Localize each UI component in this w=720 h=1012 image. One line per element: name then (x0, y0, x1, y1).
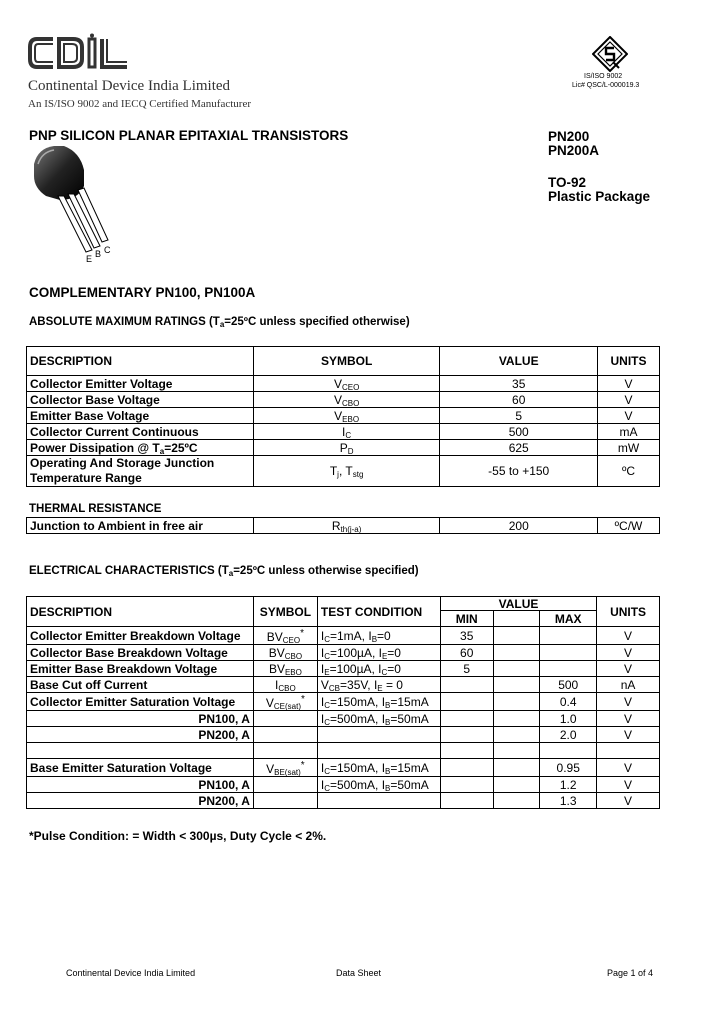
tc-b-val: =0 (377, 628, 391, 643)
symbol-b-sub: stg (352, 470, 364, 479)
spacer-cell (253, 743, 317, 759)
row-units: mA (598, 424, 660, 440)
tc-b-val: =50mA (390, 777, 429, 792)
col-min: MIN (440, 611, 493, 627)
row-description: Emitter Base Voltage (27, 408, 254, 424)
row-description: Collector Current Continuous (27, 424, 254, 440)
tc-a-val: =500mA, I (330, 711, 386, 726)
row-symbol (253, 408, 440, 424)
symbol-sub: C (345, 430, 352, 440)
row-max: 2.0 (540, 727, 597, 743)
symbol-main: BV (266, 630, 283, 644)
tc-a-sub: E (324, 667, 330, 677)
row-description: Collector Base Breakdown Voltage (27, 645, 254, 661)
tc-a-val: =100µA, I (330, 645, 382, 660)
row-symbol (253, 456, 440, 487)
abs-max-heading-sub: a (219, 320, 225, 329)
symbol-star: * (300, 760, 305, 771)
tc-b-val: =15mA (390, 760, 429, 775)
col-max: MAX (540, 611, 597, 627)
tc-a-sub: C (324, 783, 330, 793)
tc-a-val: =100µA, I (329, 661, 382, 676)
tc-b-sub: E (381, 651, 388, 661)
row-typ (493, 627, 540, 645)
row-description: PN200, A (27, 793, 254, 809)
symbol-sub: CBO (284, 651, 303, 661)
row-min (440, 727, 493, 743)
symbol-sub: CBO (278, 683, 296, 693)
row-typ (493, 777, 540, 793)
pulse-condition-note: *Pulse Condition: = Width < 300µs, Duty Cycle < 2%. (29, 829, 327, 843)
row-symbol (253, 777, 317, 793)
row-description: Collector Base Voltage (27, 392, 254, 408)
row-description: Collector Emitter Saturation Voltage (27, 693, 254, 711)
col-typ-blank (493, 611, 540, 627)
table-row (27, 759, 660, 777)
tc-a: I (320, 777, 325, 792)
row-description: Junction to Ambient in free air (27, 518, 254, 534)
row-min: 60 (440, 645, 493, 661)
symbol-main: I (275, 677, 279, 692)
symbol-main: R (331, 518, 341, 533)
row-symbol (253, 711, 317, 727)
part-number-1: PN200 (548, 129, 590, 144)
table-row (27, 677, 660, 693)
tc-a-sub: C (324, 700, 330, 710)
row-units: V (597, 727, 660, 743)
pin-label-c: C (104, 245, 111, 255)
row-symbol (253, 645, 317, 661)
row-description (27, 456, 254, 487)
abs-max-heading-post: =25ºC unless specified otherwise) (224, 316, 410, 328)
abs-max-table (26, 346, 660, 487)
col-units: UNITS (598, 347, 660, 376)
footer-company: Continental Device India Limited (66, 968, 196, 978)
row-typ (493, 661, 540, 677)
tc-a-sub: C (324, 651, 330, 661)
row-symbol (253, 627, 317, 645)
desc-main: Power Dissipation @ T (30, 440, 160, 455)
tc-a-val: =35V, I (340, 677, 378, 692)
table-row (27, 376, 660, 392)
row-description: Emitter Base Breakdown Voltage (27, 661, 254, 677)
row-symbol (253, 759, 317, 777)
row-max: 1.0 (540, 711, 597, 727)
row-units: V (597, 777, 660, 793)
symbol-sub: CBO (341, 398, 360, 408)
row-typ (493, 711, 540, 727)
tc-a: I (320, 661, 325, 676)
row-min (440, 777, 493, 793)
symbol-main: V (333, 376, 342, 391)
row-test-condition (317, 677, 440, 693)
row-typ (493, 677, 540, 693)
electrical-heading (29, 565, 419, 577)
tc-b-val: =15mA (390, 694, 429, 709)
row-typ (493, 693, 540, 711)
row-min: 35 (440, 627, 493, 645)
row-symbol (253, 677, 317, 693)
row-value: -55 to +150 (440, 456, 598, 487)
tc-b-sub: E (377, 683, 383, 693)
tc-a-sub: C (324, 634, 330, 644)
thermal-table (26, 517, 660, 534)
row-max: 500 (540, 677, 597, 693)
row-description: Base Cut off Current (27, 677, 254, 693)
row-symbol (253, 693, 317, 711)
symbol-main: BV (268, 661, 285, 676)
cdil-logo-graphic (27, 33, 133, 73)
cert-line-2: Lic# QSC/L-000019.3 (572, 82, 640, 89)
symbol-main: V (266, 762, 275, 776)
row-symbol (253, 727, 317, 743)
col-value: VALUE (440, 347, 598, 376)
tc-a: V (320, 677, 329, 692)
row-units: V (597, 645, 660, 661)
table-row (27, 645, 660, 661)
row-symbol (253, 424, 440, 440)
row-max: 1.2 (540, 777, 597, 793)
row-symbol (253, 376, 440, 392)
row-description (27, 440, 254, 456)
row-units: V (597, 627, 660, 645)
symbol-main: BV (268, 645, 285, 660)
symbol-sub: D (347, 446, 354, 456)
table-row (27, 777, 660, 793)
electrical-heading-pre: ELECTRICAL CHARACTERISTICS (T (29, 565, 229, 577)
row-typ (493, 759, 540, 777)
footer-doc-type: Data Sheet (336, 968, 382, 978)
symbol-main: V (265, 696, 274, 710)
desc-line-2: Temperature Range (30, 471, 142, 485)
part-number-2: PN200A (548, 143, 600, 158)
symbol-main: P (339, 440, 348, 455)
row-description: Collector Emitter Breakdown Voltage (27, 627, 254, 645)
row-test-condition (317, 693, 440, 711)
row-value: 200 (440, 518, 598, 534)
row-symbol (253, 440, 440, 456)
cdil-logo (27, 33, 133, 78)
tc-a: I (320, 628, 325, 643)
row-test-condition (317, 661, 440, 677)
row-units: V (597, 693, 660, 711)
table-row (27, 456, 660, 487)
abs-max-header-row (27, 347, 660, 376)
tc-a-sub: CB (328, 683, 341, 693)
col-symbol: SYMBOL (253, 347, 440, 376)
row-test-condition (317, 645, 440, 661)
row-symbol (253, 661, 317, 677)
symbol-sub: CEO (341, 382, 360, 392)
electrical-heading-post: =25ºC unless otherwise specified) (233, 565, 419, 577)
desc-post: =25ºC (164, 440, 198, 455)
tc-b-sub: B (371, 634, 378, 644)
col-symbol: SYMBOL (253, 597, 317, 627)
spacer-cell (540, 743, 597, 759)
table-row (27, 727, 660, 743)
table-row (27, 627, 660, 645)
row-units: V (597, 711, 660, 727)
symbol-star: * (300, 628, 305, 639)
tc-a-val: =1mA, I (330, 628, 372, 643)
cert-diamond-icon (592, 36, 628, 72)
row-test-condition (317, 777, 440, 793)
col-test-condition: TEST CONDITION (317, 597, 440, 627)
complementary-heading: COMPLEMENTARY PN100, PN100A (29, 285, 256, 300)
tc-b-sub: B (385, 766, 391, 776)
pin-label-e: E (86, 254, 93, 264)
row-value: 35 (440, 376, 598, 392)
row-test-condition (317, 627, 440, 645)
row-typ (493, 645, 540, 661)
row-description: Collector Emitter Voltage (27, 376, 254, 392)
row-value: 500 (440, 424, 598, 440)
row-typ (493, 793, 540, 809)
row-symbol (253, 793, 317, 809)
table-row (27, 408, 660, 424)
company-name: Continental Device India Limited (28, 78, 231, 94)
col-description: DESCRIPTION (27, 347, 254, 376)
table-row (27, 424, 660, 440)
symbol-a: T (329, 464, 338, 478)
table-row (27, 440, 660, 456)
row-units: V (597, 793, 660, 809)
tc-b-val: =0 (387, 661, 401, 676)
row-min (440, 693, 493, 711)
tc-b-sub: B (385, 700, 391, 710)
symbol-sub: CEO (282, 636, 301, 645)
cert-line-1: IS/ISO 9002 (584, 73, 623, 80)
tc-a-val: =150mA, I (330, 760, 386, 775)
row-units: V (598, 376, 660, 392)
tc-b-val: =0 (387, 645, 401, 660)
row-description: PN100, A (27, 777, 254, 793)
table-row (27, 711, 660, 727)
tc-a: I (320, 694, 325, 709)
transistor-icon (28, 140, 138, 270)
pin-label-b: B (95, 249, 102, 259)
row-description: PN100, A (27, 711, 254, 727)
tc-a-sub: C (324, 717, 330, 727)
desc-sub: a (159, 446, 165, 456)
col-value: VALUE (440, 597, 596, 611)
table-row (27, 392, 660, 408)
tc-b-val: =50mA (390, 711, 429, 726)
to92-package-drawing (28, 140, 138, 275)
row-units: V (598, 408, 660, 424)
row-max (540, 627, 597, 645)
col-units: UNITS (597, 597, 660, 627)
row-test-condition (317, 759, 440, 777)
row-units: V (597, 661, 660, 677)
table-spacer-row (27, 743, 660, 759)
tc-b-sub: B (385, 783, 391, 793)
row-min (440, 793, 493, 809)
row-min: 5 (440, 661, 493, 677)
symbol-main: V (334, 408, 343, 423)
tc-a: I (320, 711, 325, 726)
symbol-sub: EBO (284, 667, 302, 677)
company-tagline: An IS/ISO 9002 and IECQ Certified Manufacturer (28, 98, 252, 110)
row-units: mW (598, 440, 660, 456)
desc-line-1: Operating And Storage Junction (30, 456, 215, 470)
symbol-main: I (342, 424, 346, 439)
row-min (440, 759, 493, 777)
row-test-condition (317, 711, 440, 727)
tc-b-val: = 0 (382, 677, 403, 692)
abs-max-heading-pre: ABSOLUTE MAXIMUM RATINGS (T (29, 316, 220, 328)
tc-a-val: =500mA, I (330, 777, 386, 792)
row-units: V (598, 392, 660, 408)
row-min (440, 711, 493, 727)
row-value: 60 (440, 392, 598, 408)
package-description: Plastic Package (548, 189, 651, 204)
row-value: 5 (440, 408, 598, 424)
row-min (440, 677, 493, 693)
spacer-cell (317, 743, 440, 759)
tc-b-sub: B (385, 717, 391, 727)
table-row (27, 693, 660, 711)
row-units: ºC (598, 456, 660, 487)
spacer-cell (27, 743, 254, 759)
symbol-a-sub: j (337, 470, 339, 479)
electrical-heading-sub: a (228, 569, 234, 578)
row-max: 0.95 (540, 759, 597, 777)
row-symbol (253, 518, 440, 534)
package-type: TO-92 (548, 175, 587, 190)
footer-page-number: Page 1 of 4 (607, 968, 654, 978)
row-max (540, 661, 597, 677)
row-max (540, 645, 597, 661)
spacer-cell (597, 743, 660, 759)
col-description: DESCRIPTION (27, 597, 254, 627)
symbol-sub: CE(sat) (273, 702, 302, 711)
row-units: nA (597, 677, 660, 693)
tc-a-val: =150mA, I (330, 694, 386, 709)
tc-a: I (320, 760, 325, 775)
electrical-header-row (27, 597, 660, 611)
row-symbol (253, 392, 440, 408)
row-value: 625 (440, 440, 598, 456)
tc-b-sub: C (381, 667, 388, 677)
tc-a: I (320, 645, 325, 660)
row-test-condition (317, 727, 440, 743)
row-typ (493, 727, 540, 743)
table-row (27, 518, 660, 534)
row-units: V (597, 759, 660, 777)
thermal-heading: THERMAL RESISTANCE (29, 503, 162, 515)
symbol-main: V (333, 392, 342, 407)
table-row (27, 661, 660, 677)
certification-mark (592, 36, 628, 77)
row-max: 1.3 (540, 793, 597, 809)
symbol-sub: th(j-a) (340, 524, 362, 534)
symbol-star: * (301, 694, 305, 705)
abs-max-heading (29, 316, 410, 328)
spacer-cell (493, 743, 540, 759)
table-row (27, 793, 660, 809)
row-max: 0.4 (540, 693, 597, 711)
row-description: Base Emitter Saturation Voltage (27, 759, 254, 777)
symbol-b: , T (338, 464, 353, 478)
symbol-sub: BE(sat) (274, 768, 301, 777)
row-units: ºC/W (598, 518, 660, 534)
electrical-table (26, 596, 660, 809)
page-title: PNP SILICON PLANAR EPITAXIAL TRANSISTORS (29, 128, 349, 143)
symbol-sub: EBO (342, 414, 360, 424)
tc-a-sub: C (324, 766, 330, 776)
row-description: PN200, A (27, 727, 254, 743)
row-test-condition (317, 793, 440, 809)
spacer-cell (440, 743, 493, 759)
